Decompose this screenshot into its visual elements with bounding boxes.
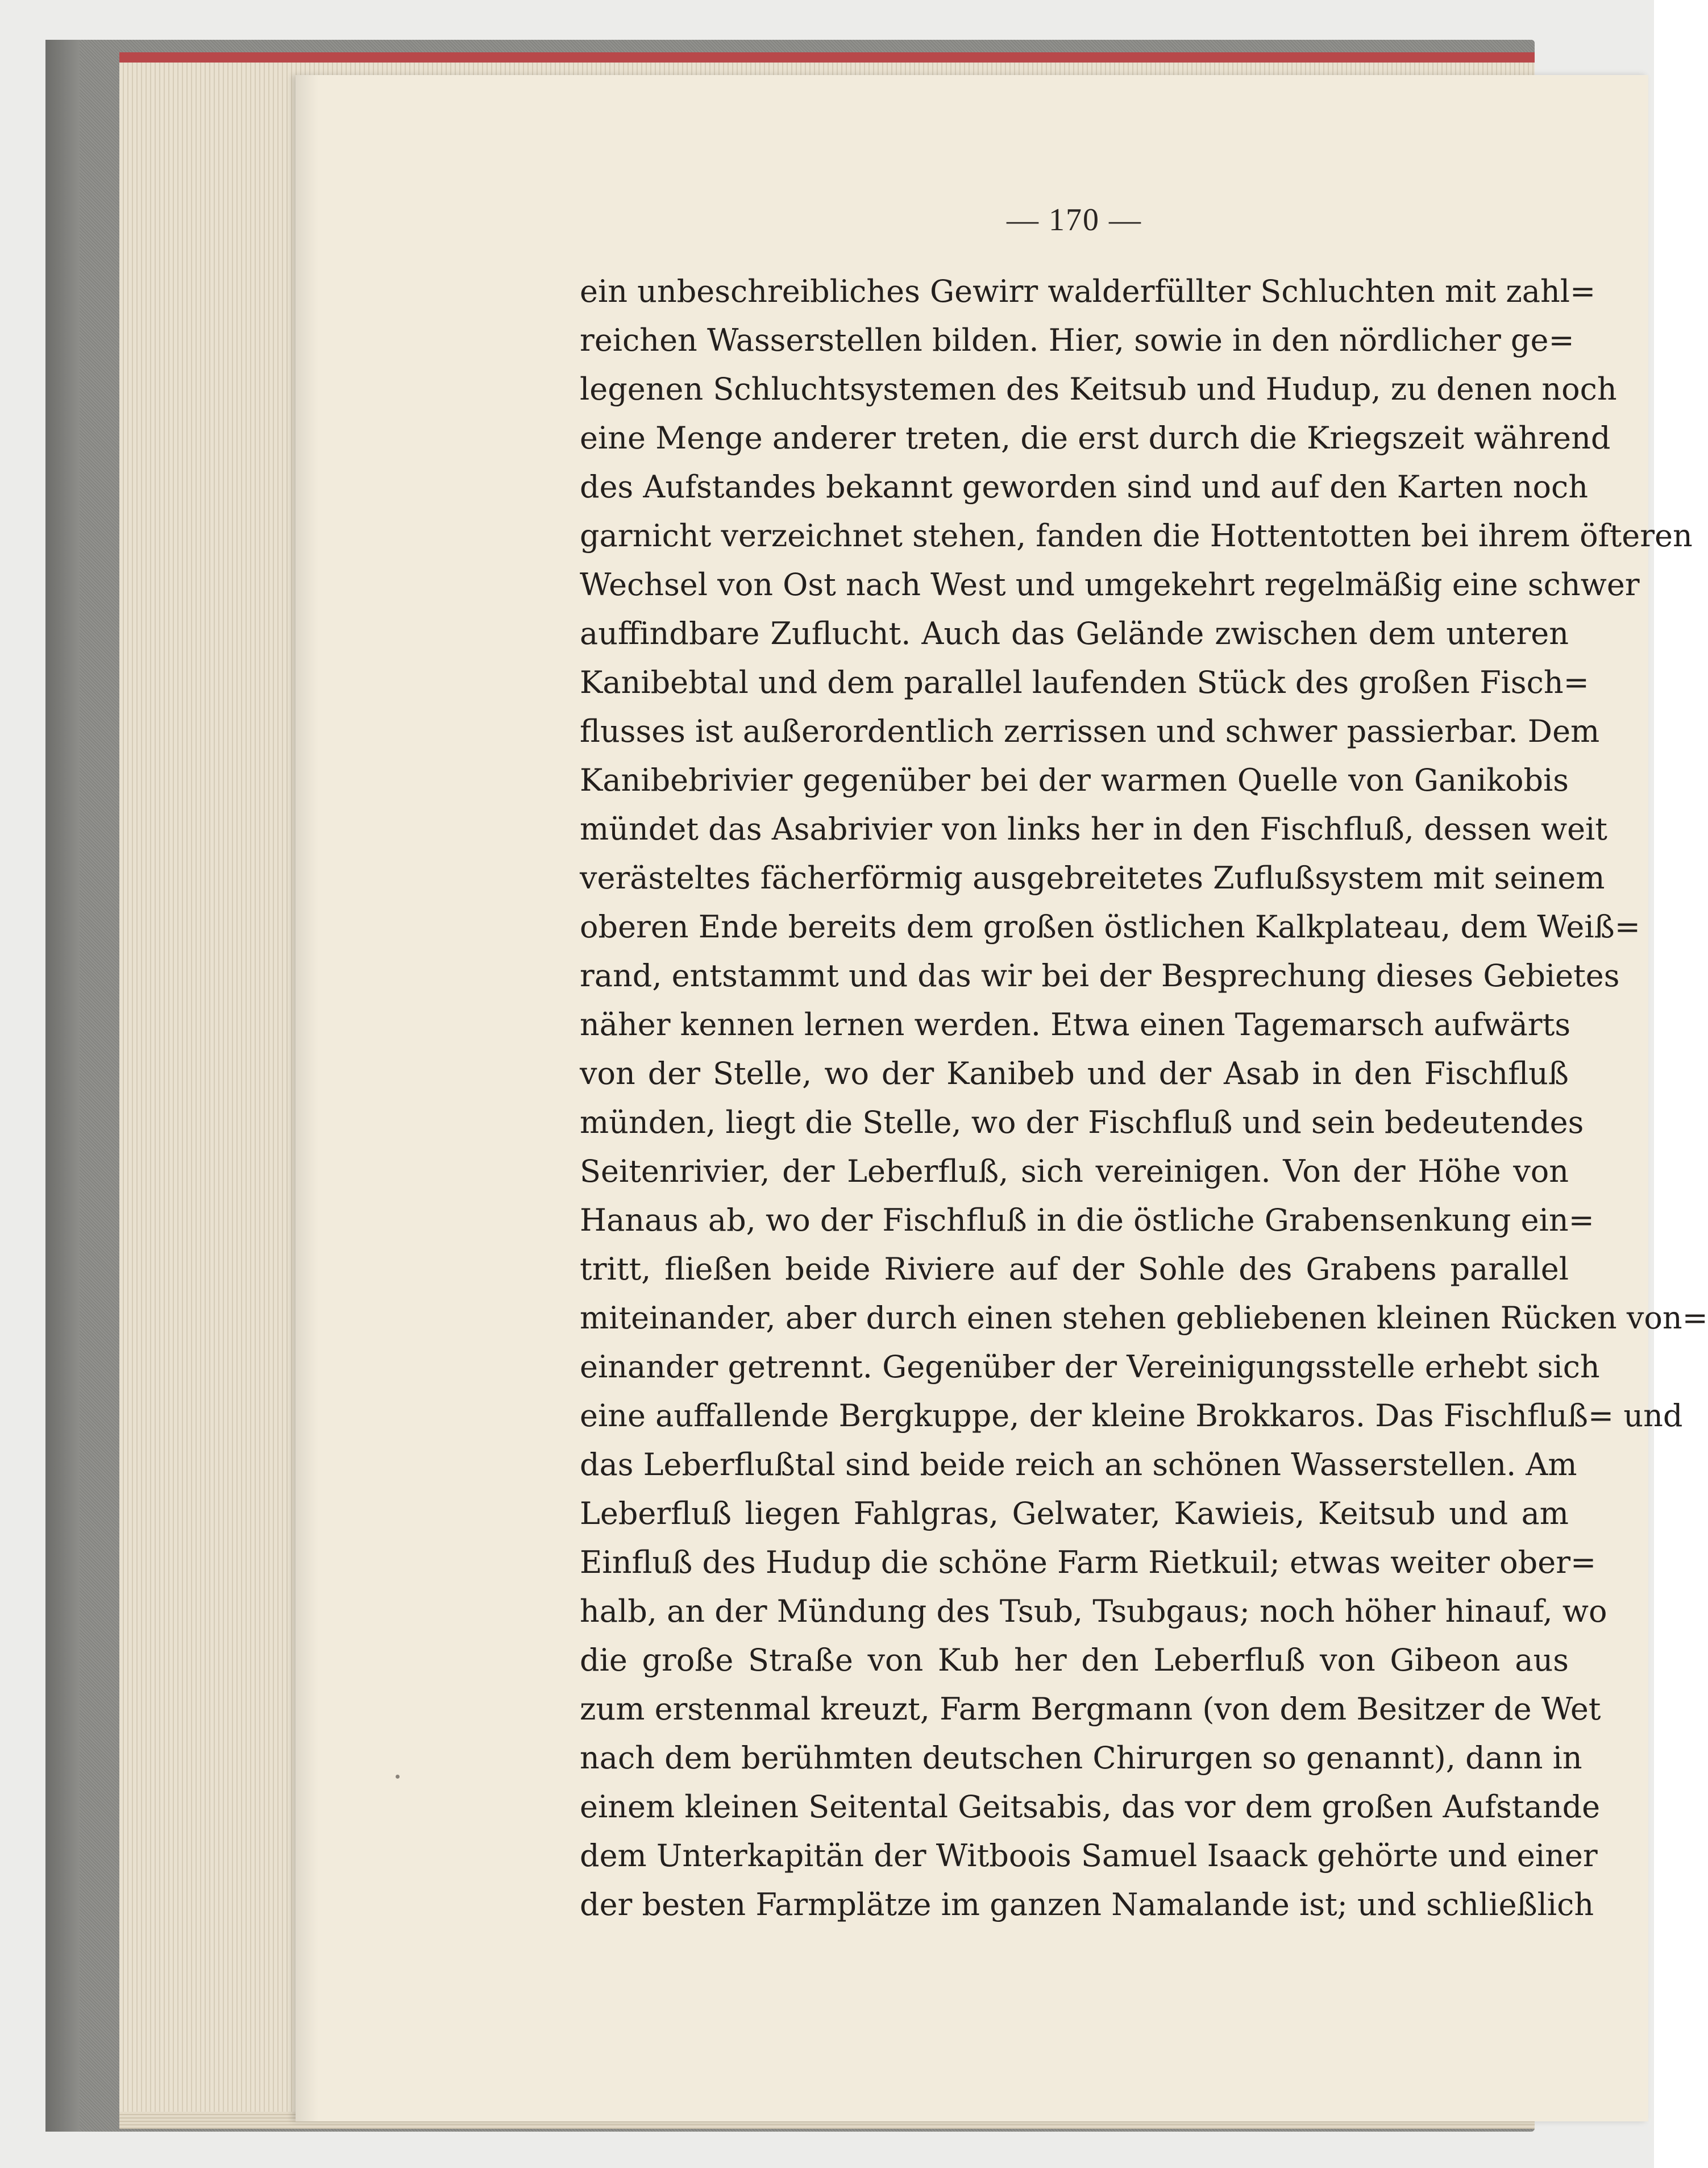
text-line: Seitenrivier, der Leberfluß, sich vereinigen. Von der Höhe von — [580, 1153, 1569, 1189]
text-line: rand, entstammt und das wir bei der Besprechung dieses Gebietes — [580, 958, 1620, 994]
text-line: näher kennen lernen werden. Etwa einen Tagemarsch aufwärts — [580, 1007, 1571, 1043]
text-line: verästeltes fächerförmig ausgebreitetes Zuflußsystem mit seinem — [580, 860, 1605, 896]
text-line: reichen Wasserstellen bilden. Hier, sowie in den nördlicher ge= — [580, 322, 1574, 358]
text-line: Kanibebrivier gegenüber bei der warmen Quelle von Ganikobis — [580, 762, 1569, 798]
text-line: Wechsel von Ost nach West und umgekehrt regelmäßig eine schwer — [580, 567, 1640, 603]
text-line: halb, an der Mündung des Tsub, Tsubgaus; noch höher hinauf, wo — [580, 1593, 1607, 1629]
text-line: Einfluß des Hudup die schöne Farm Rietkuil; etwas weiter ober= — [580, 1544, 1597, 1580]
text-line: oberen Ende bereits dem großen östlichen Kalkplateau, dem Weiß= — [580, 909, 1640, 945]
text-line: Leberfluß liegen Fahlgras, Gelwater, Kawieis, Keitsub und am — [580, 1496, 1569, 1531]
text-line: eine auffallende Bergkuppe, der kleine Brokkaros. Das Fischfluß= und — [580, 1398, 1683, 1434]
page-gutter-shadow — [296, 75, 318, 2121]
text-line: dem Unterkapitän der Witboois Samuel Isaack gehörte und einer — [580, 1838, 1598, 1874]
text-line: flusses ist außerordentlich zerrissen und schwer passierbar. Dem — [580, 713, 1600, 749]
text-line: tritt, fließen beide Riviere auf der Sohle des Grabens parallel — [580, 1251, 1569, 1287]
text-line: ein unbeschreibliches Gewirr walderfüllter Schluchten mit zahl= — [580, 273, 1596, 309]
text-line: nach dem berühmten deutschen Chirurgen so genannt), dann in — [580, 1740, 1582, 1776]
text-line: miteinander, aber durch einen stehen gebliebenen kleinen Rücken von= — [580, 1300, 1708, 1336]
text-line: münden, liegt die Stelle, wo der Fischfluß und sein bedeutendes — [580, 1104, 1584, 1140]
text-line: zum erstenmal kreuzt, Farm Bergmann (von dem Besitzer de Wet — [580, 1691, 1601, 1727]
text-line: einem kleinen Seitental Geitsabis, das vor dem großen Aufstande — [580, 1789, 1601, 1825]
text-line: Hanaus ab, wo der Fischfluß in die östliche Grabensenkung ein= — [580, 1202, 1594, 1238]
body-text — [580, 267, 1708, 1929]
text-line: garnicht verzeichnet stehen, fanden die Hottentotten bei ihrem öfteren — [580, 518, 1693, 554]
paper-speck — [396, 1775, 400, 1779]
text-line: des Aufstandes bekannt geworden sind und auf den Karten noch — [580, 469, 1588, 505]
text-line: mündet das Asabrivier von links her in den Fischfluß, dessen weit — [580, 811, 1607, 847]
text-line: legenen Schluchtsystemen des Keitsub und Hudup, zu denen noch — [580, 371, 1617, 407]
text-line: die große Straße von Kub her den Leberfluß von Gibeon aus — [580, 1642, 1569, 1678]
text-line: Kanibebtal und dem parallel laufenden Stück des großen Fisch= — [580, 664, 1589, 700]
text-line: einander getrennt. Gegenüber der Vereinigungsstelle erhebt sich — [580, 1349, 1600, 1385]
text-line: eine Menge anderer treten, die erst durch die Kriegszeit während — [580, 420, 1611, 456]
text-line: der besten Farmplätze im ganzen Namalande ist; und schließlich — [580, 1887, 1594, 1922]
text-line: auffindbare Zuflucht. Auch das Gelände zwischen dem unteren — [580, 616, 1569, 651]
book-spine — [45, 40, 80, 2132]
page-number: — 170 — — [1007, 202, 1142, 238]
text-line: von der Stelle, wo der Kanibeb und der Asab in den Fischfluß — [580, 1056, 1569, 1091]
text-line: das Leberflußtal sind beide reich an schönen Wasserstellen. Am — [580, 1447, 1577, 1482]
